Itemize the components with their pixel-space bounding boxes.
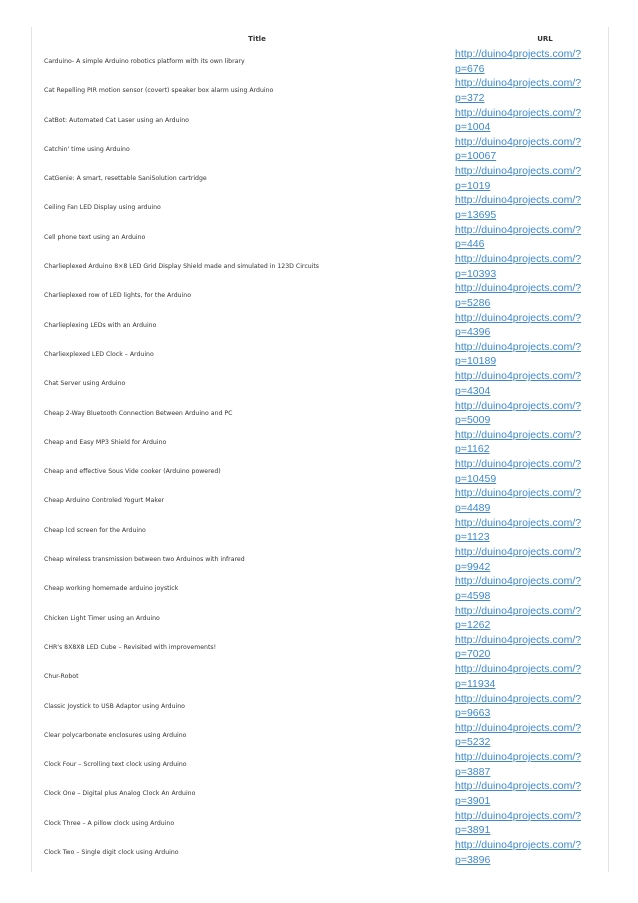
url-line-2: p=4396 — [455, 326, 491, 339]
row-url-link[interactable] — [455, 838, 581, 867]
url-line-1: http://duino4projects.com/? — [455, 780, 582, 793]
row-title: Cell phone text using an Arduino — [44, 233, 146, 241]
row-url-link[interactable] — [455, 604, 581, 633]
url-line-1: http://duino4projects.com/? — [455, 809, 582, 822]
row-url-link[interactable] — [455, 750, 581, 779]
row-title: Clock One – Digital plus Analog Clock An Arduino — [44, 790, 196, 798]
url-line-2: p=1162 — [455, 443, 490, 456]
url-line-2: p=676 — [455, 62, 485, 75]
row-title: Chur-Robot — [44, 673, 79, 681]
table-row — [32, 544, 608, 573]
url-line-1: http://duino4projects.com/? — [455, 487, 582, 500]
table-row — [32, 573, 608, 602]
url-line-2: p=7020 — [455, 648, 491, 661]
url-line-2: p=10067 — [455, 150, 497, 163]
url-line-1: http://duino4projects.com/? — [455, 223, 582, 236]
table-row — [32, 310, 608, 339]
row-url-link[interactable] — [455, 106, 581, 135]
url-line-1: http://duino4projects.com/? — [455, 516, 582, 529]
table-row — [32, 778, 608, 807]
row-title: Charlieplexing LEDs with an Arduino — [44, 321, 157, 329]
table-row — [32, 134, 608, 163]
url-line-1: http://duino4projects.com/? — [455, 370, 582, 383]
row-url-link[interactable] — [455, 340, 581, 369]
url-line-2: p=3901 — [455, 794, 491, 807]
row-url-link[interactable] — [455, 311, 581, 340]
url-line-2: p=3896 — [455, 853, 491, 866]
row-title: Carduino- A simple Arduino robotics platform with its own library — [44, 58, 245, 65]
url-line-1: http://duino4projects.com/? — [455, 77, 582, 90]
url-line-2: p=4304 — [455, 384, 491, 397]
row-url-link[interactable] — [455, 76, 581, 105]
row-url-link[interactable] — [455, 193, 581, 222]
table-row — [32, 661, 608, 690]
table-row — [32, 485, 608, 514]
row-url-link[interactable] — [455, 281, 581, 310]
row-url-link[interactable] — [455, 486, 581, 515]
row-title: Cheap lcd screen for the Arduino — [44, 526, 146, 534]
row-title: Cheap 2-Way Bluetooth Connection Between Arduino and PC — [44, 409, 233, 417]
row-url-link[interactable] — [455, 223, 581, 252]
row-title: Clear polycarbonate enclosures using Arduino — [44, 731, 187, 739]
url-line-2: p=5232 — [455, 736, 491, 749]
row-url-link[interactable] — [455, 428, 581, 457]
row-title: Charlieplexed Arduino 8×8 LED Grid Display Shield made and simulated in 123D Circuits — [44, 263, 320, 271]
table-row — [32, 691, 608, 720]
table-row — [32, 632, 608, 661]
url-line-1: http://duino4projects.com/? — [455, 692, 582, 705]
url-line-2: p=1019 — [455, 179, 491, 192]
url-line-1: http://duino4projects.com/? — [455, 194, 582, 207]
url-line-1: http://duino4projects.com/? — [455, 311, 582, 324]
url-line-2: p=5286 — [455, 296, 491, 309]
url-line-1: http://duino4projects.com/? — [455, 253, 582, 266]
table-row — [32, 75, 608, 104]
url-line-1: http://duino4projects.com/? — [455, 575, 582, 588]
table-row — [32, 603, 608, 632]
row-title: CatGenie: A smart, resettable SaniSolution cartridge — [44, 175, 207, 183]
row-url-link[interactable] — [455, 47, 581, 76]
url-line-2: p=9663 — [455, 707, 491, 720]
row-title: Clock Four – Scrolling text clock using Arduino — [44, 761, 187, 769]
table-row — [32, 192, 608, 221]
row-url-link[interactable] — [455, 516, 581, 545]
table-row — [32, 515, 608, 544]
row-title: Clock Two – Single digit clock using Arduino — [44, 849, 179, 857]
table-row — [32, 280, 608, 309]
url-line-1: http://duino4projects.com/? — [455, 282, 582, 295]
row-title: Chat Server using Arduino — [44, 380, 126, 388]
table-row — [32, 720, 608, 749]
row-url-link[interactable] — [455, 399, 581, 428]
url-line-2: p=446 — [455, 238, 485, 251]
url-line-1: http://duino4projects.com/? — [455, 839, 582, 852]
url-line-1: http://duino4projects.com/? — [455, 751, 582, 764]
row-title: Cat Repelling PIR motion sensor (covert) speaker box alarm using Arduino — [44, 87, 274, 95]
row-title: Clock Three – A pillow clock using Arduino — [44, 819, 175, 827]
table-row — [32, 105, 608, 134]
url-line-1: http://duino4projects.com/? — [455, 663, 582, 676]
url-line-2: p=10459 — [455, 472, 497, 485]
url-line-1: http://duino4projects.com/? — [455, 340, 582, 353]
row-url-link[interactable] — [455, 135, 581, 164]
row-title: Ceiling Fan LED Display using arduino — [44, 204, 161, 212]
url-line-1: http://duino4projects.com/? — [455, 165, 582, 178]
table-row — [32, 251, 608, 280]
row-url-link[interactable] — [455, 252, 581, 281]
table-row — [32, 339, 608, 368]
url-line-2: p=372 — [455, 91, 485, 104]
table-row — [32, 456, 608, 485]
row-title: CatBot: Automated Cat Laser using an Arduino — [44, 116, 189, 124]
table-row — [32, 46, 608, 75]
table-row — [32, 749, 608, 778]
table-row — [32, 837, 608, 866]
row-url-link[interactable] — [455, 721, 581, 750]
row-title: Charlieplexed row of LED lights, for the Arduino — [44, 292, 191, 300]
url-line-1: http://duino4projects.com/? — [455, 428, 582, 441]
row-url-link[interactable] — [455, 164, 581, 193]
row-url-link[interactable] — [455, 545, 581, 574]
url-line-2: p=13695 — [455, 208, 497, 221]
url-line-1: http://duino4projects.com/? — [455, 106, 582, 119]
table-row — [32, 398, 608, 427]
row-title: Cheap and effective Sous Vide cooker (Arduino powered) — [44, 468, 221, 476]
url-line-2: p=1004 — [455, 121, 491, 134]
url-line-2: p=1123 — [455, 531, 490, 544]
url-line-2: p=10189 — [455, 355, 497, 368]
table-body — [32, 46, 608, 866]
row-title: Catchin' time using Arduino — [44, 145, 130, 153]
url-line-1: http://duino4projects.com/? — [455, 546, 582, 559]
url-line-2: p=9942 — [455, 560, 491, 573]
document-page — [31, 27, 609, 872]
row-url-link[interactable] — [455, 779, 581, 808]
row-url-link[interactable] — [455, 574, 581, 603]
row-url-link[interactable] — [455, 692, 581, 721]
url-line-1: http://duino4projects.com/? — [455, 633, 582, 646]
column-header-url: URL — [537, 35, 553, 43]
table-row — [32, 427, 608, 456]
url-line-2: p=3887 — [455, 765, 491, 778]
url-line-1: http://duino4projects.com/? — [455, 135, 582, 148]
row-title: Charliexplexed LED Clock – Arduino — [44, 350, 154, 358]
url-line-1: http://duino4projects.com/? — [455, 604, 582, 617]
table-row — [32, 222, 608, 251]
row-url-link[interactable] — [455, 809, 581, 838]
url-line-2: p=11934 — [455, 677, 496, 690]
table-row — [32, 163, 608, 192]
row-url-link[interactable] — [455, 457, 581, 486]
table-row — [32, 368, 608, 397]
row-title: CHR's 8X8X8 LED Cube – Revisited with improvements! — [44, 643, 217, 651]
row-title: Cheap Arduino Controled Yogurt Maker — [44, 497, 165, 505]
url-line-2: p=3891 — [455, 824, 491, 837]
table-row — [32, 808, 608, 837]
row-url-link[interactable] — [455, 662, 581, 691]
url-line-2: p=4489 — [455, 501, 491, 514]
row-title: Cheap working homemade arduino joystick — [44, 585, 179, 593]
row-title: Classic Joystick to USB Adaptor using Arduino — [44, 702, 185, 710]
row-url-link[interactable] — [455, 369, 581, 398]
url-line-2: p=5009 — [455, 414, 491, 427]
url-line-1: http://duino4projects.com/? — [455, 458, 582, 471]
column-header-title: Title — [248, 35, 266, 43]
row-title: Cheap wireless transmission between two Arduinos with infrared — [44, 556, 245, 564]
url-line-2: p=10393 — [455, 267, 497, 280]
url-line-2: p=4598 — [455, 589, 491, 602]
row-title: Cheap and Easy MP3 Shield for Arduino — [44, 438, 167, 446]
url-line-1: http://duino4projects.com/? — [455, 399, 582, 412]
url-line-1: http://duino4projects.com/? — [455, 48, 582, 60]
row-url-link[interactable] — [455, 633, 581, 662]
row-title: Chicken Light Timer using an Arduino — [44, 614, 160, 622]
url-line-2: p=1262 — [455, 619, 491, 632]
url-line-1: http://duino4projects.com/? — [455, 721, 582, 734]
